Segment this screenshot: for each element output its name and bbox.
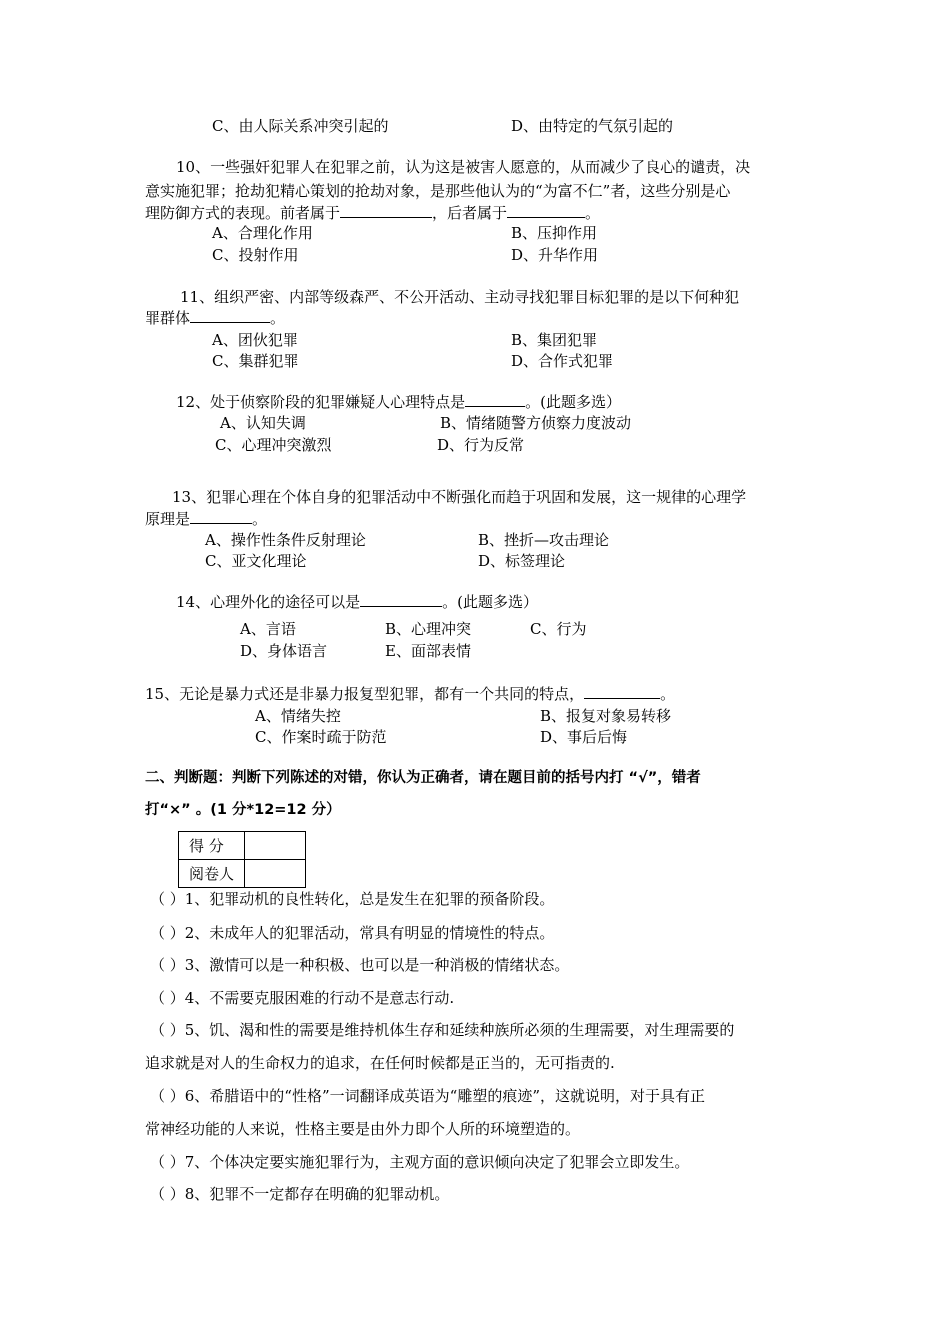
q15-option-c: C、作案时疏于防范 xyxy=(255,728,387,746)
section2-heading-line2: 打“×” 。(1 分*12=12 分） xyxy=(145,802,341,818)
q12-option-b: B、情绪随警方侦察力度波动 xyxy=(440,414,632,432)
q10-option-b: B、压抑作用 xyxy=(511,224,598,242)
q10-stem-line1: 10、一些强奸犯罪人在犯罪之前，认为这是被害人愿意的，从而减少了良心的谴责，决 xyxy=(176,158,751,176)
q10-blank-2 xyxy=(507,203,585,218)
q9-option-c: C、由人际关系冲突引起的 xyxy=(212,117,389,135)
q13-stem-line1: 13、犯罪心理在个体自身的犯罪活动中不断强化而趋于巩固和发展，这一规律的心理学 xyxy=(172,488,747,506)
q12-option-c: C、心理冲突激烈 xyxy=(215,436,332,454)
q11-option-c: C、集群犯罪 xyxy=(212,352,299,370)
q13-stem-line2 xyxy=(145,509,267,529)
q10-option-c: C、投射作用 xyxy=(212,246,299,264)
q14-option-b: B、心理冲突 xyxy=(385,620,472,638)
q13-option-d: D、标签理论 xyxy=(478,552,566,570)
q12-option-a: A、认知失调 xyxy=(220,414,306,432)
q11-stem-line1: 11、组织严密、内部等级森严、不公开活动、主动寻找犯罪目标犯罪的是以下何种犯 xyxy=(180,288,740,306)
q13-stem-text: 原理是 xyxy=(145,510,191,528)
q12-option-d: D、行为反常 xyxy=(437,436,525,454)
grader-row xyxy=(179,860,306,888)
judgment-item-5-line1: （ ）5、饥、渴和性的需要是维持机体生存和延续种族所必须的生理需要，对生理需要的 xyxy=(150,1021,735,1039)
q15-stem-text: 15、无论是暴力式还是非暴力报复型犯罪，都有一个共同的特点， xyxy=(145,685,585,703)
q10-option-d: D、升华作用 xyxy=(511,246,599,264)
judgment-item-6-line2: 常神经功能的人来说，性格主要是由外力即个人所的环境塑造的。 xyxy=(145,1120,581,1138)
grader-value-cell[interactable] xyxy=(245,860,306,888)
judgment-item-8: （ ）8、犯罪不一定都存在明确的犯罪动机。 xyxy=(150,1185,450,1203)
q14-option-e: E、面部表情 xyxy=(385,642,471,660)
judgment-item-3: （ ）3、激情可以是一种积极、也可以是一种消极的情绪状态。 xyxy=(150,956,570,974)
judgment-item-4: （ ）4、不需要克服困难的行动不是意志行动. xyxy=(150,989,455,1007)
q12-stem-end: 。(此题多选） xyxy=(525,393,621,411)
q14-blank xyxy=(360,592,442,607)
q12-stem xyxy=(176,392,621,412)
q11-stem-line2 xyxy=(145,308,285,328)
score-table xyxy=(178,831,306,888)
q11-blank xyxy=(190,308,270,323)
q15-option-b: B、报复对象易转移 xyxy=(540,707,672,725)
q13-blank xyxy=(190,509,252,524)
judgment-item-7: （ ）7、个体决定要实施犯罪行为，主观方面的意识倾向决定了犯罪会立即发生。 xyxy=(150,1153,690,1171)
q10-stem-end: 。 xyxy=(585,204,601,222)
judgment-item-5-line2: 追求就是对人的生命权力的追求，在任何时候都是正当的，无可指责的. xyxy=(145,1054,615,1072)
q10-stem-line2: 意实施犯罪；抢劫犯精心策划的抢劫对象，是那些他认为的“为富不仁”者，这些分别是心 xyxy=(145,182,731,200)
q15-option-d: D、事后后悔 xyxy=(540,728,628,746)
q14-option-a: A、言语 xyxy=(240,620,296,638)
q13-stem-end: 。 xyxy=(252,510,268,528)
score-label: 得 分 xyxy=(179,832,245,860)
q14-stem-end: 。(此题多选） xyxy=(442,593,538,611)
q14-option-d: D、身体语言 xyxy=(240,642,328,660)
score-value-cell[interactable] xyxy=(245,832,306,860)
q11-option-d: D、合作式犯罪 xyxy=(511,352,614,370)
score-row xyxy=(179,832,306,860)
q15-blank xyxy=(584,684,660,699)
judgment-item-6-line1: （ ）6、希腊语中的“性格”一词翻译成英语为“雕塑的痕迹”，这就说明，对于具有正 xyxy=(150,1087,705,1105)
q15-stem xyxy=(145,684,675,704)
q12-stem-text: 12、处于侦察阶段的犯罪嫌疑人心理特点是 xyxy=(176,393,466,411)
q10-stem-text: 理防御方式的表现。前者属于 xyxy=(145,204,341,222)
q13-option-b: B、挫折—攻击理论 xyxy=(478,531,610,549)
judgment-item-1: （ ）1、犯罪动机的良性转化，总是发生在犯罪的预备阶段。 xyxy=(150,890,555,908)
q11-option-b: B、集团犯罪 xyxy=(511,331,598,349)
q10-option-a: A、合理化作用 xyxy=(212,224,313,242)
q11-stem-text: 罪群体 xyxy=(145,309,191,327)
q13-option-a: A、操作性条件反射理论 xyxy=(205,531,366,549)
q10-stem-line3 xyxy=(145,203,600,223)
q15-option-a: A、情绪失控 xyxy=(255,707,341,725)
q9-option-d: D、由特定的气氛引起的 xyxy=(511,117,674,135)
q14-stem xyxy=(176,592,538,612)
section2-heading-line1: 二、判断题：判断下列陈述的对错，你认为正确者，请在题目前的括号内打 “√”，错者 xyxy=(145,770,701,786)
q11-option-a: A、团伙犯罪 xyxy=(212,331,298,349)
q12-blank xyxy=(465,392,525,407)
q14-stem-text: 14、心理外化的途径可以是 xyxy=(176,593,361,611)
q11-stem-end: 。 xyxy=(270,309,286,327)
q10-stem-mid: ，后者属于 xyxy=(432,204,508,222)
q13-option-c: C、亚文化理论 xyxy=(205,552,307,570)
grader-label: 阅卷人 xyxy=(179,860,245,888)
q14-option-c: C、行为 xyxy=(530,620,587,638)
q15-stem-end: 。 xyxy=(660,685,676,703)
q10-blank-1 xyxy=(340,203,432,218)
judgment-item-2: （ ）2、未成年人的犯罪活动，常具有明显的情境性的特点。 xyxy=(150,924,555,942)
